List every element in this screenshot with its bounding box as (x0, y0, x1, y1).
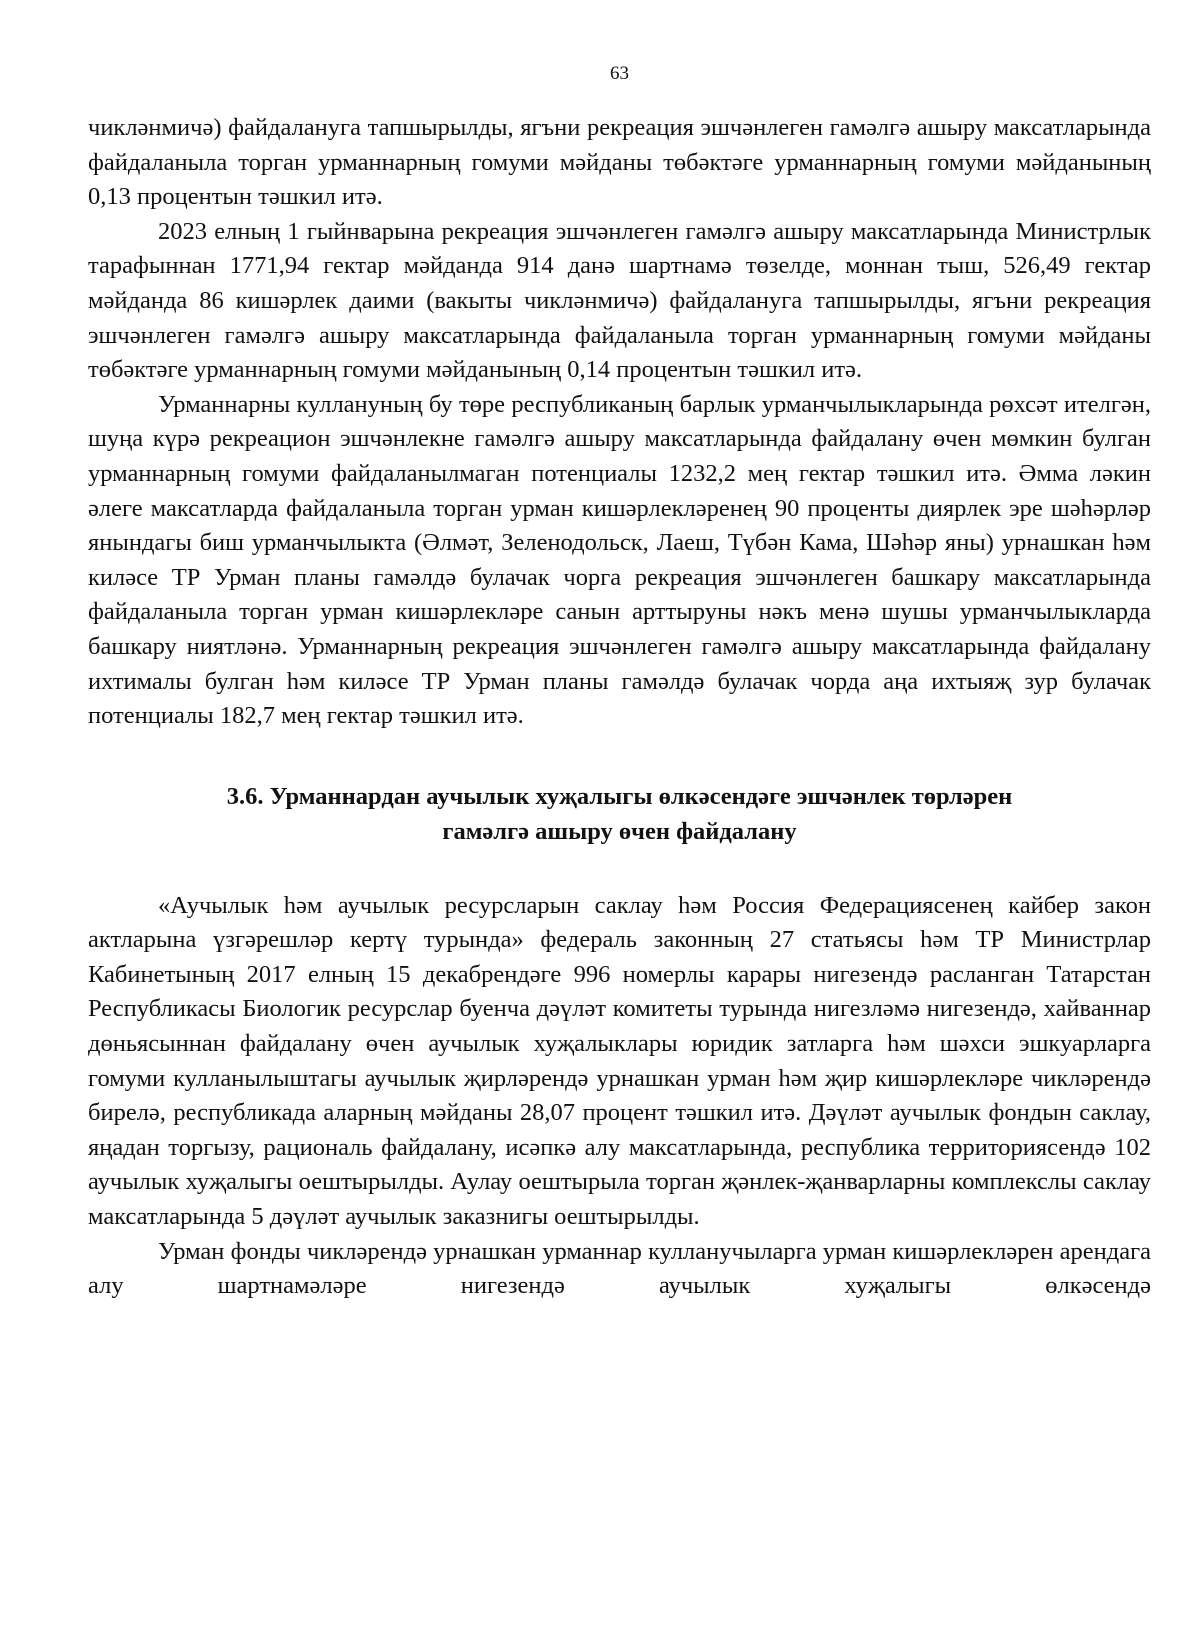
paragraph-recreation-2023: 2023 елның 1 гыйнварына рекреация эшчәнлеген гамәлгә ашыру максатларында Министрлык тарафыннан 1771,94 гектар мәйданда 914 данә шартнамә төзелде, моннан тыш, 526,49 гектар мәйданда 86 кишәрлек даими (вакыты чикләнмичә) файдалануга тапшырылды, ягъни рекреация эшчәнлеген гамәлгә ашыру максатларында файдаланыла торган урманнарның гомуми мәйданы төбәктәге урманнарның гомуми мәйданының 0,14 процентын тәшкил итә. (88, 217, 1151, 384)
document-body (88, 111, 1151, 1304)
paragraph-recreation-potential: Урманнарны куллануның бу төре республиканың барлык урманчылыкларында рөхсәт ителгән, шуңа күрә рекреацион эшчәнлекне гамәлгә ашыру максатларында файдалану өчен мөмкин булган урманнарның гомуми файдаланылмаган потенциалы 1232,2 мең гектар тәшкил итә. Әмма ләкин әлеге максатларда файдаланыла торган урман кишәрлекләренең 90 проценты диярлек эре шәһәрләр янындагы биш урманчылыкта (Әлмәт, Зеленодольск, Лаеш, Түбән Кама, Шәһәр яны) урнашкан һәм киләсе ТР Урман планы гамәлдә булачак чорга рекреация эшчәнлеген башкару максатларында файдаланыла торган урман кишәрлекләре санын арттыруны нәкъ менә шушы урманчылыкларда башкару ниятләнә. Урманнарның рекреация эшчәнлеген гамәлгә ашыру максатларында файдалану ихтималы булган һәм киләсе ТР Урман планы гамәлдә булачак чорда аңа ихтыяҗ зур булачак потенциалы 182,7 мең гектар тәшкил итә. (88, 390, 1151, 730)
paragraph-forest-lease: Урман фонды чикләрендә урнашкан урманнар кулланучыларга урман кишәрлекләрен арендага алу шартнамәләре нигезендә аучылык хуҗалыгы өлкәсендә (88, 1237, 1151, 1300)
section-heading-line-1: 3.6. Урманнардан аучылык хуҗалыгы өлкәсендәге эшчәнлек төрләрен (226, 782, 1013, 810)
page-number: 63 (610, 63, 629, 84)
section-heading (88, 779, 1151, 849)
paragraph-hunting-law: «Аучылык һәм аучылык ресурсларын саклау һәм Россия Федерациясенең кайбер закон актларына үзгәрешләр кертү турында» федераль законның 27 статьясы һәм ТР Министрлар Кабинетының 2017 елның 15 декабрендәге 996 номерлы карары нигезендә расланган Татарстан Республикасы Биологик ресурслар буенча дәүләт комитеты турында нигезләмә нигезендә, хайваннар дөньясыннан файдалану өчен аучылык хуҗалыклары юридик затларга һәм шәхси эшкуарларга гомуми кулланылыштагы аучылык җирләрендә урнашкан урман һәм җир кишәрлекләре чикләрендә бирелә, республикада аларның мәйданы 28,07 процент тәшкил итә. Дәүләт аучылык фондын саклау, яңадан торгызу, рациональ файдалану, исәпкә алу максатларында, республика территориясендә 102 аучылык хуҗалыгы оештырылды. Аулау оештырыла торган җәнлек-җанварларны комплекслы саклау максатларында 5 дәүләт аучылык заказнигы оештырылды. (88, 891, 1151, 1231)
section-heading-line-2: гамәлгә ашыру өчен файдалану (442, 817, 797, 845)
paragraph-continuation: чикләнмичә) файдалануга тапшырылды, ягъни рекреация эшчәнлеген гамәлгә ашыру максатларында файдаланыла торган урманнарның гомуми мәйданы төбәктәге урманнарның гомуми мәйданының 0,13 процентын тәшкил итә. (88, 114, 1151, 211)
